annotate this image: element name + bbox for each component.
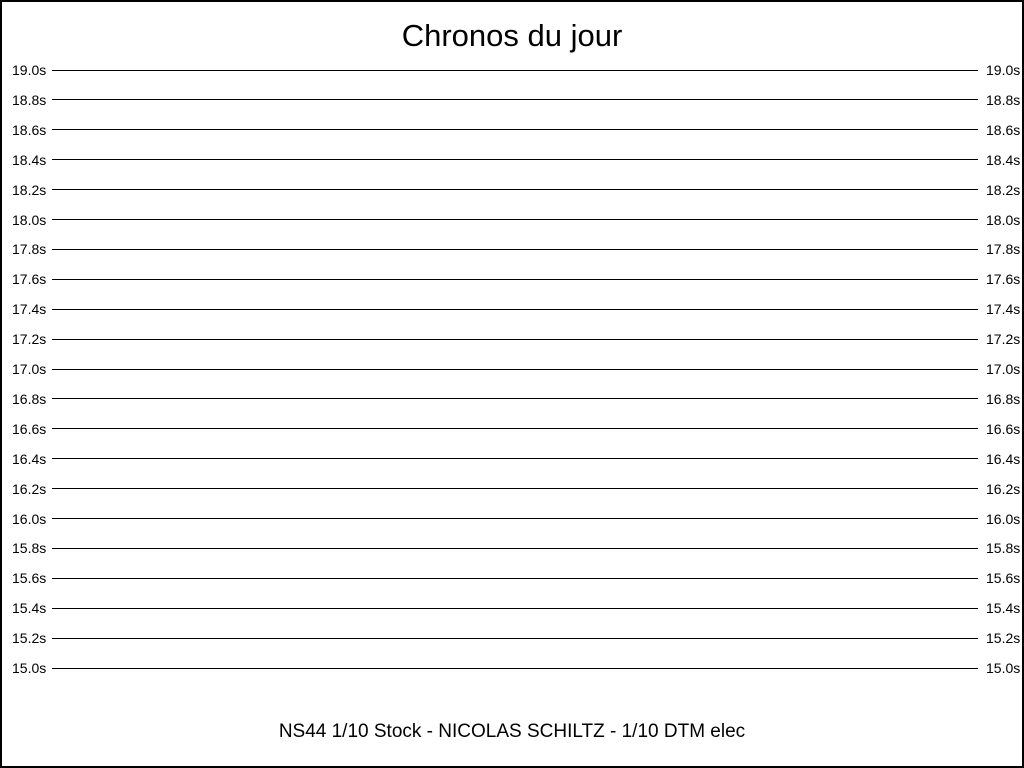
y-tick-label-right: 15.6s [986,570,1021,587]
gridline [52,428,978,429]
chart-title: Chronos du jour [401,18,623,53]
gridline [52,129,978,130]
grid-row [2,91,1022,109]
grid-row [2,330,1022,348]
y-tick-label-left: 16.4s [12,450,47,467]
gridline [52,369,978,370]
y-tick-label-right: 18.8s [986,91,1021,108]
y-tick-label-right: 16.6s [986,420,1021,437]
y-tick-label-left: 17.8s [12,241,47,258]
y-tick-label-left: 17.2s [12,331,47,348]
grid-row [2,61,1022,79]
grid-row [2,569,1022,587]
grid-row [2,510,1022,528]
gridline [52,458,978,459]
y-tick-label-right: 19.0s [986,62,1021,78]
grid-row [2,360,1022,378]
gridline [52,608,978,609]
y-tick-label-right: 15.0s [986,660,1021,676]
y-tick-label-right: 16.4s [986,450,1021,467]
grid-row [2,539,1022,557]
gridline [52,159,978,160]
grid-row [2,181,1022,199]
y-tick-label-left: 16.6s [12,420,47,437]
grid-row [2,659,1022,677]
grid-row [2,211,1022,229]
gridline [52,518,978,519]
grid-row [2,240,1022,258]
y-tick-label-left: 18.4s [12,151,47,168]
gridline [52,249,978,250]
y-tick-label-right: 16.8s [986,390,1021,407]
y-tick-label-left: 16.8s [12,390,47,407]
y-tick-label-left: 17.0s [12,361,47,377]
gridline [52,309,978,310]
y-tick-label-left: 15.2s [12,630,47,647]
y-tick-label-right: 18.2s [986,181,1021,198]
gridline [52,398,978,399]
grid-row [2,450,1022,468]
y-tick-label-left: 19.0s [12,62,47,78]
y-tick-label-left: 15.6s [12,570,47,587]
y-tick-label-right: 18.0s [986,211,1021,228]
y-tick-label-right: 15.4s [986,600,1021,617]
gridline [52,668,978,669]
grid-row [2,420,1022,438]
y-tick-label-left: 18.8s [12,91,47,108]
grid-row [2,599,1022,617]
y-tick-label-left: 18.0s [12,211,47,228]
gridline [52,99,978,100]
grid-row [2,629,1022,647]
y-tick-label-right: 17.8s [986,241,1021,258]
y-tick-label-right: 15.2s [986,630,1021,647]
gridline [52,638,978,639]
y-tick-label-right: 17.0s [986,361,1021,377]
y-tick-label-left: 17.6s [12,271,47,288]
y-tick-label-left: 16.0s [12,510,47,527]
gridline [52,70,978,71]
y-tick-label-left: 15.8s [12,540,47,557]
grid-row [2,121,1022,139]
gridline [52,279,978,280]
y-tick-label-right: 16.2s [986,480,1021,497]
grid-row [2,480,1022,498]
y-tick-label-right: 15.8s [986,540,1021,557]
gridline [52,189,978,190]
chart-subtitle: NS44 1/10 Stock - NICOLAS SCHILTZ - 1/10 DTM elec [278,721,746,742]
y-tick-label-left: 18.6s [12,121,47,138]
y-tick-label-right: 17.2s [986,331,1021,348]
y-tick-label-right: 16.0s [986,510,1021,527]
y-tick-label-right: 17.4s [986,301,1021,318]
gridline [52,578,978,579]
grid-row [2,300,1022,318]
y-tick-label-right: 18.6s [986,121,1021,138]
y-tick-label-right: 18.4s [986,151,1021,168]
gridline [52,219,978,220]
gridline [52,339,978,340]
y-tick-label-left: 17.4s [12,301,47,318]
grid-row [2,390,1022,408]
grid-row [2,270,1022,288]
grid-row [2,151,1022,169]
gridline [52,548,978,549]
y-tick-label-left: 18.2s [12,181,47,198]
gridline [52,488,978,489]
y-tick-label-left: 16.2s [12,480,47,497]
y-tick-label-right: 17.6s [986,271,1021,288]
plot-area [2,2,1022,766]
y-tick-label-left: 15.0s [12,660,47,676]
y-tick-label-left: 15.4s [12,600,47,617]
